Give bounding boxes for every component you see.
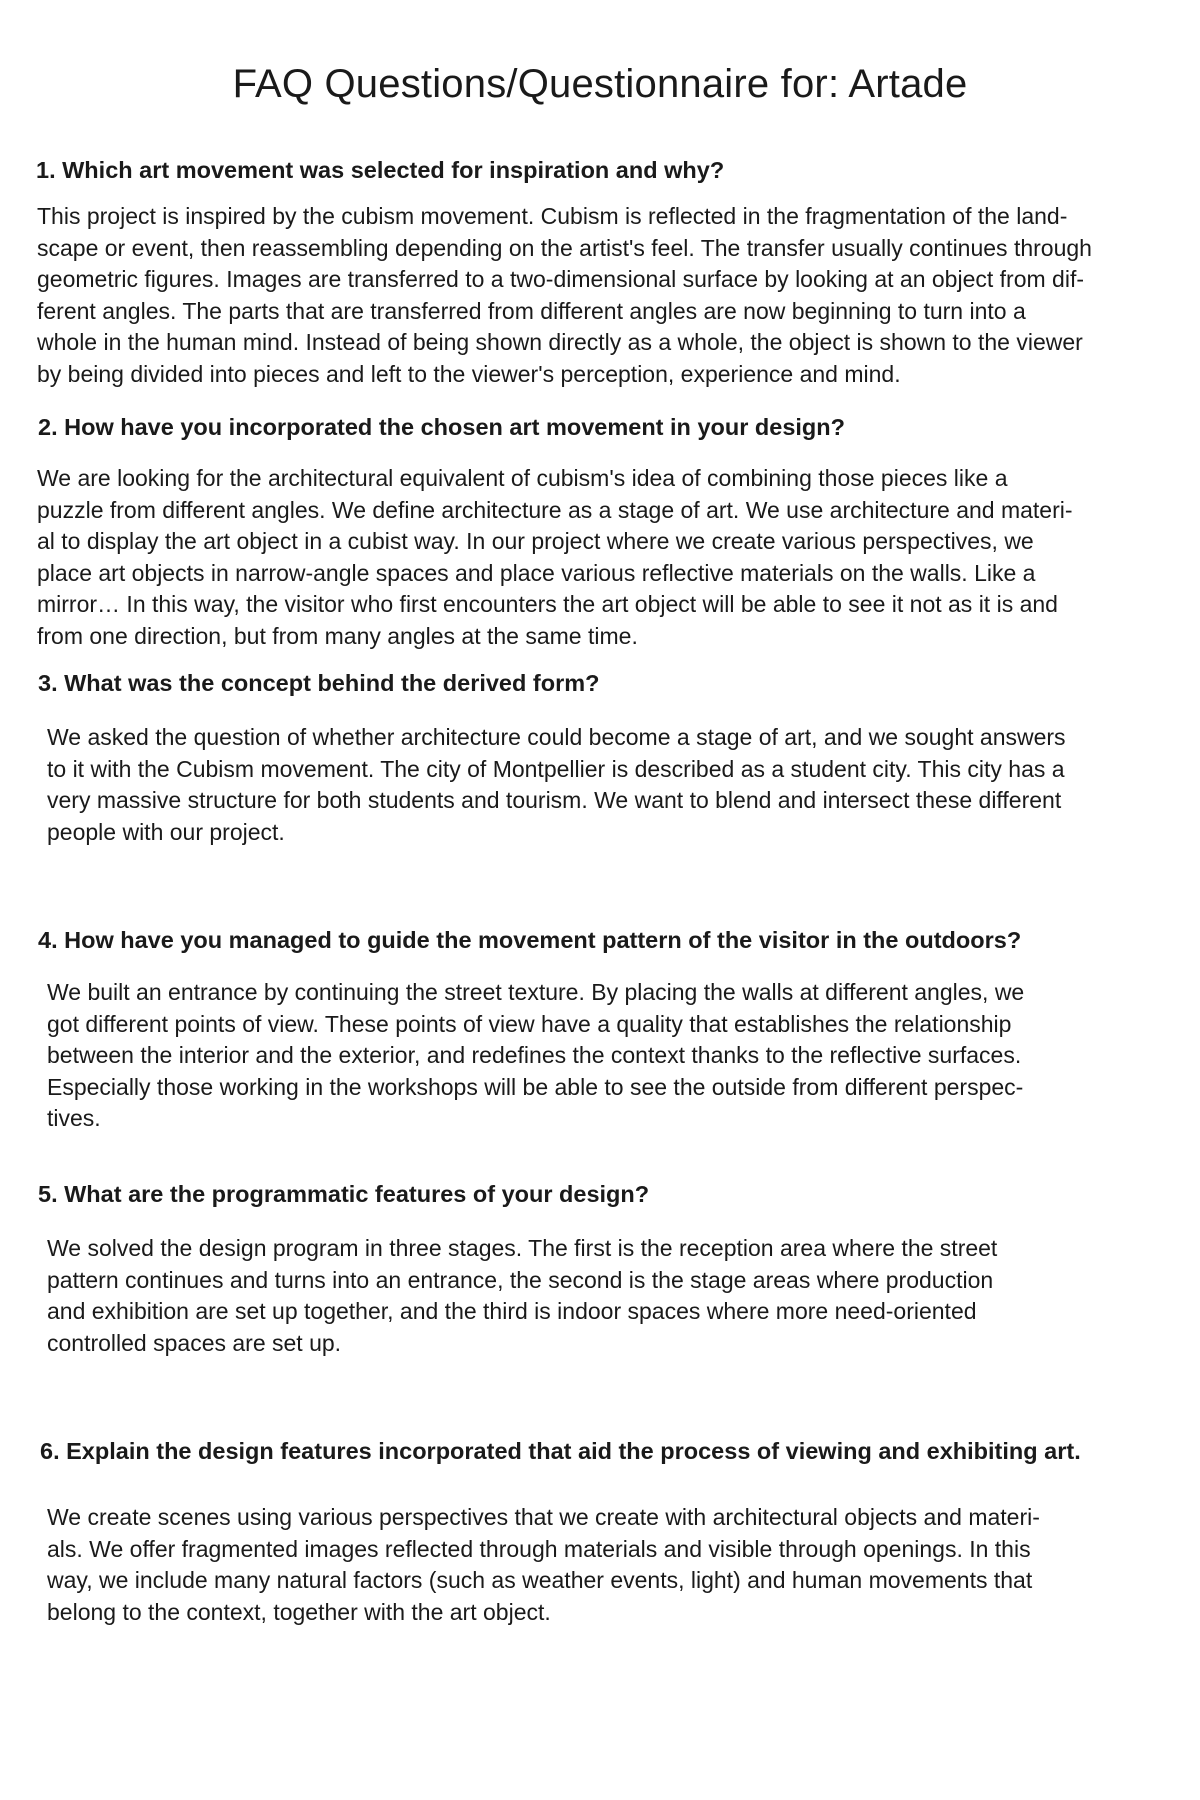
answer-1 <box>37 201 1182 391</box>
question-3: 3. What was the concept behind the derived form? <box>38 670 600 696</box>
answer-line: to it with the Cubism movement. The city of Montpellier is described as a student city. This city has a <box>47 755 1065 782</box>
answer-line: We are looking for the architectural equivalent of cubism's idea of combining those pieces like a <box>37 465 1008 491</box>
answer-line: by being divided into pieces and left to the viewer's perception, experience and mind. <box>37 360 901 387</box>
document-title: FAQ Questions/Questionnaire for: Artade <box>232 62 968 106</box>
answer-line: al to display the art object in a cubist way. In our project where we create various perspectives, we <box>37 528 1034 555</box>
answer-4 <box>47 977 1192 1135</box>
answer-line: and exhibition are set up together, and the third is indoor spaces where more need-oriented <box>47 1298 977 1325</box>
answer-line: way, we include many natural factors (such as weather events, light) and human movements that <box>47 1567 1033 1594</box>
question-2: 2. How have you incorporated the chosen art movement in your design? <box>38 414 845 440</box>
answer-line: tives. <box>47 1105 101 1132</box>
answer-line: This project is inspired by the cubism movement. Cubism is reflected in the fragmentation of the land- <box>37 203 1068 229</box>
answer-line: controlled spaces are set up. <box>47 1329 342 1356</box>
answer-line: ferent angles. The parts that are transferred from different angles are now beginning to turn into a <box>37 297 1026 324</box>
answer-line: scape or event, then reassembling depending on the artist's feel. The transfer usually continues through <box>37 234 1092 261</box>
answer-line: between the interior and the exterior, and redefines the context thanks to the reflective surfaces. <box>47 1042 1022 1069</box>
answer-6 <box>47 1502 1192 1628</box>
answer-2 <box>37 463 1182 653</box>
answer-line: got different points of view. These points of view have a quality that establishes the relationship <box>47 1010 1012 1037</box>
answer-line: very massive structure for both students and tourism. We want to blend and intersect these different <box>47 787 1062 814</box>
answer-line: mirror… In this way, the visitor who first encounters the art object will be able to see it not as it is and <box>37 591 1058 618</box>
question-5: 5. What are the programmatic features of your design? <box>38 1181 650 1207</box>
answer-line: puzzle from different angles. We define architecture as a stage of art. We use architecture and materi- <box>37 496 1073 523</box>
answer-line: We built an entrance by continuing the street texture. By placing the walls at different angles, we <box>47 979 1025 1005</box>
question-1: 1. Which art movement was selected for inspiration and why? <box>36 157 725 183</box>
answer-line: people with our project. <box>47 818 285 845</box>
answer-line: Especially those working in the workshops will be able to see the outside from different perspec- <box>47 1073 1024 1100</box>
answer-line: geometric figures. Images are transferred to a two-dimensional surface by looking at an object from dif- <box>37 266 1084 293</box>
answer-line: pattern continues and turns into an entrance, the second is the stage areas where production <box>47 1266 994 1293</box>
question-4: 4. How have you managed to guide the movement pattern of the visitor in the outdoors? <box>38 927 1022 953</box>
answer-line: place art objects in narrow-angle spaces and place various reflective materials on the walls. Like a <box>37 559 1036 586</box>
answer-3 <box>47 722 1192 848</box>
answer-line: We asked the question of whether architecture could become a stage of art, and we sought answers <box>47 724 1066 750</box>
answer-line: als. We offer fragmented images reflected through materials and visible through openings. In this <box>47 1535 1031 1562</box>
answer-line: We create scenes using various perspectives that we create with architectural objects and materi- <box>47 1504 1040 1530</box>
question-6: 6. Explain the design features incorporated that aid the process of viewing and exhibiting art. <box>40 1438 1081 1464</box>
answer-line: whole in the human mind. Instead of being shown directly as a whole, the object is shown to the viewer <box>37 329 1083 356</box>
answer-line: We solved the design program in three stages. The first is the reception area where the street <box>47 1235 998 1261</box>
answer-5 <box>47 1233 1192 1359</box>
answer-line: from one direction, but from many angles at the same time. <box>37 622 638 649</box>
answer-line: belong to the context, together with the art object. <box>47 1598 551 1625</box>
